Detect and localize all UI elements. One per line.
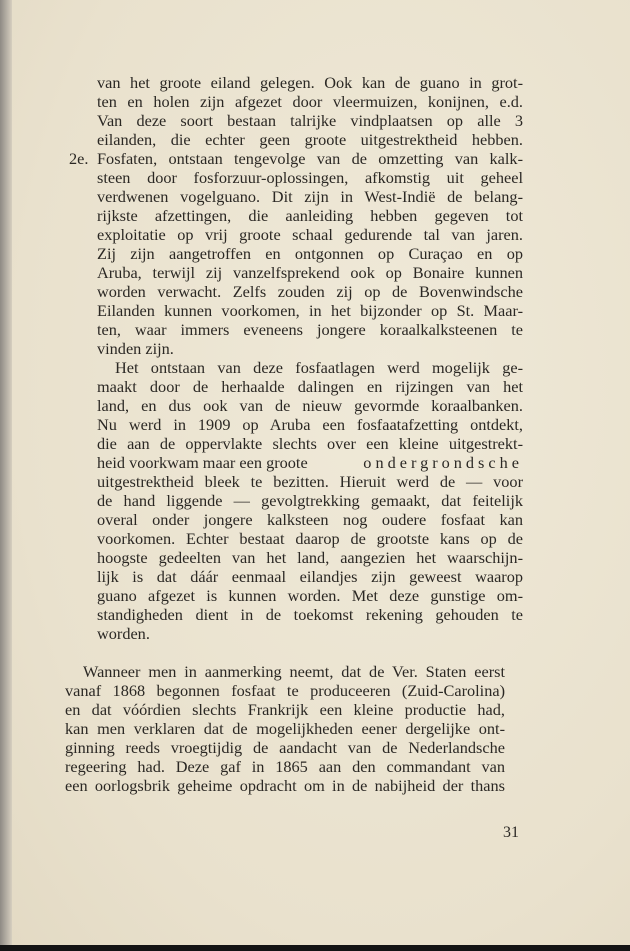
text-line: vanaf 1868 begonnen fosfaat te produceeren (Zuid-Carolina): [65, 681, 505, 700]
text-line-with-spaced-word: [97, 453, 523, 472]
text-line: land, en dus ook van de nieuw gevormde koraalbanken.: [97, 396, 523, 415]
paragraph-4: [65, 662, 505, 795]
paragraph-2: [69, 149, 523, 358]
text-line: ten en holen zijn afgezet door vleermuizen, konijnen, e.d.: [97, 92, 523, 111]
text-line: kan men verklaren dat de mogelijkheden eener dergelijke ont-: [65, 719, 505, 738]
text-line: van het groote eiland gelegen. Ook kan de guano in grot-: [97, 73, 523, 92]
text-line: Wanneer men in aanmerking neemt, dat de Ver. Staten eerst: [83, 662, 505, 681]
text-line: vinden zijn.: [97, 339, 174, 358]
text-line: Zij zijn aangetroffen en ontgonnen op Curaçao en op: [97, 244, 523, 263]
text-line: rijkste afzettingen, die aanleiding hebben gegeven tot: [97, 206, 523, 225]
text-line: Van deze soort bestaan talrijke vindplaatsen op alle 3: [97, 111, 523, 130]
text-line: Het ontstaan van deze fosfaatlagen werd mogelijk ge-: [115, 358, 523, 377]
text-line: standigheden dient in de toekomst rekening gehouden te: [97, 605, 523, 624]
text-line: Eilanden kunnen voorkomen, in het bijzonder op St. Maar-: [97, 301, 523, 320]
text-line: guano afgezet is kunnen worden. Met deze gunstige om-: [97, 586, 523, 605]
text-line: steen door fosforzuur-oplossingen, afkomstig uit geheel: [97, 168, 523, 187]
text-line: exploitatie op vrij groote schaal gedurende tal van jaren.: [97, 225, 523, 244]
text-line: worden.: [97, 624, 150, 643]
text-line: verdwenen vogelguano. Dit zijn in West-Indië de belang-: [97, 187, 523, 206]
page-text: [65, 73, 523, 795]
text-line: ten, waar immers eveneens jongere koraalkalksteenen te: [97, 320, 523, 339]
text-line: eilanden, die echter geen groote uitgestrektheid hebben.: [97, 130, 523, 149]
book-spine: [0, 0, 12, 951]
text-line: maakt door de herhaalde dalingen en rijzingen van het: [97, 377, 523, 396]
text-line: ginning reeds vroegtijdig de aandacht van de Nederlandsche: [65, 738, 505, 757]
paragraph-3: [83, 358, 523, 643]
text-line: voorkomen. Echter bestaat daarop de grootste kans op de: [97, 529, 523, 548]
spaced-emphasis-word: ondergrondsche: [363, 453, 523, 472]
text-line: regeering had. Deze gaf in 1865 aan den commandant van: [65, 757, 505, 776]
text-line: Nu werd in 1909 op Aruba een fosfaatafzetting ontdekt,: [97, 415, 523, 434]
text-line: en dat vóórdien slechts Frankrijk een kleine productie had,: [65, 700, 505, 719]
page-number: 31: [503, 824, 519, 841]
page-bottom-edge: [0, 945, 630, 951]
text-line: Aruba, terwijl zij vanzelfsprekend ook op Bonaire kunnen: [97, 263, 523, 282]
text-fragment: heid voorkwam maar een groote: [97, 453, 308, 472]
paragraph-1: [83, 73, 523, 149]
text-line: Fosfaten, ontstaan tengevolge van de omzetting van kalk-: [97, 149, 523, 168]
text-line: uitgestrektheid bleek te bezitten. Hieruit werd de — voor: [97, 472, 523, 491]
text-line: die aan de oppervlakte slechts over een kleine uitgestrekt-: [97, 434, 523, 453]
text-line: de hand liggende — gevolgtrekking gemaakt, dat feitelijk: [97, 491, 523, 510]
text-line: worden verwacht. Zelfs zouden zij op de Bovenwindsche: [97, 282, 523, 301]
text-line: hoogste gedeelten van het land, aangezien het waarschijn-: [97, 548, 523, 567]
text-line: lijk is dat dáár eenmaal eilandjes zijn geweest waarop: [97, 567, 523, 586]
text-line: een oorlogsbrik geheime opdracht om in de nabijheid der thans: [65, 776, 505, 795]
text-line: overal onder jongere kalksteen nog oudere fosfaat kan: [97, 510, 523, 529]
item-number: 2e.: [69, 149, 89, 168]
